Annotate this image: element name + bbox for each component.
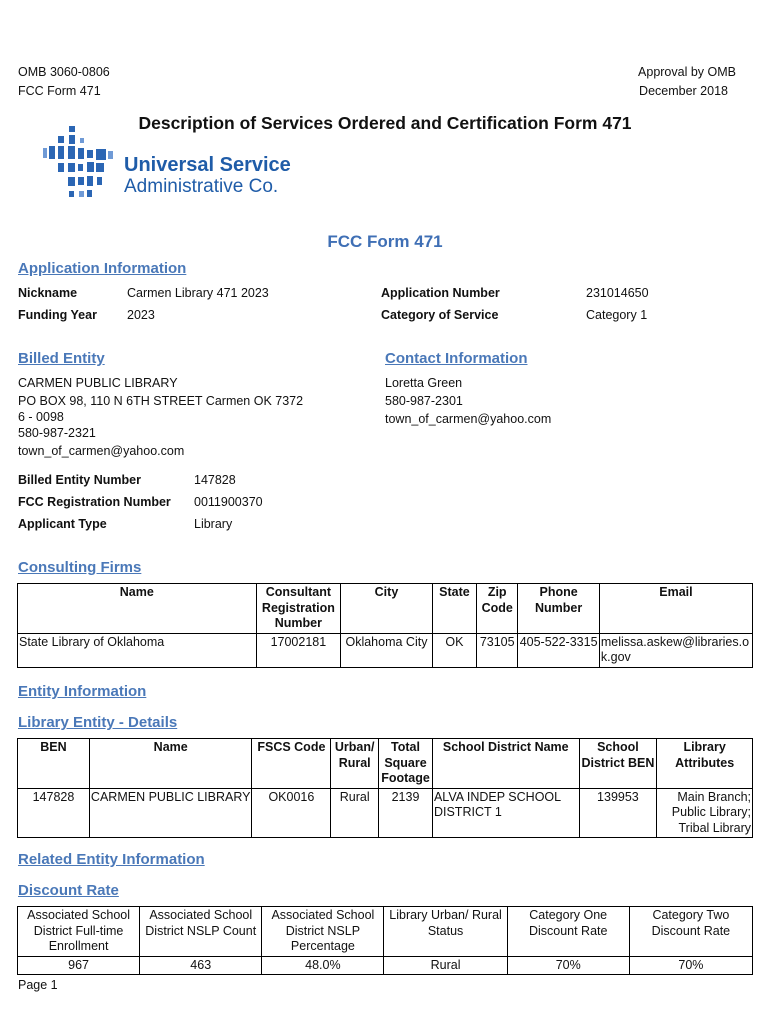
- ben-value: 147828: [194, 473, 236, 487]
- table-cell: OK: [432, 633, 476, 667]
- column-header: Category Two Discount Rate: [629, 907, 752, 957]
- table-row: [18, 788, 753, 838]
- billed-entity-heading: Billed Entity: [18, 350, 105, 367]
- usac-logo-mark-icon: [40, 124, 120, 210]
- column-header: BEN: [18, 739, 90, 789]
- column-header: Category One Discount Rate: [507, 907, 629, 957]
- page-number: Page 1: [18, 978, 58, 992]
- nickname-label: Nickname: [18, 286, 78, 300]
- column-header: Associated School District NSLP Count: [140, 907, 262, 957]
- contact-email: town_of_carmen@yahoo.com: [385, 412, 552, 426]
- application-info-heading: Application Information: [18, 260, 187, 277]
- column-header: Phone Number: [518, 584, 600, 634]
- nickname-value: Carmen Library 471 2023: [127, 286, 269, 300]
- column-header: Associated School District Full-time Enrollment: [18, 907, 140, 957]
- column-header: School District Name: [432, 739, 579, 789]
- table-row: [18, 956, 753, 975]
- discount-rate-table: [17, 906, 753, 975]
- consulting-firms-table: [17, 583, 753, 668]
- entity-info-heading: Entity Information: [18, 683, 147, 700]
- fcc-registration-value: 0011900370: [194, 495, 263, 509]
- consulting-firms-heading: Consulting Firms: [18, 559, 142, 576]
- column-header: City: [341, 584, 433, 634]
- table-cell: 70%: [629, 956, 752, 975]
- billed-entity-address-line2: 6 - 0098: [18, 410, 64, 424]
- table-cell: 967: [18, 956, 140, 975]
- table-header-row: [18, 907, 753, 957]
- table-cell: Rural: [384, 956, 507, 975]
- column-header: Associated School District NSLP Percentage: [262, 907, 384, 957]
- billed-entity-phone: 580-987-2321: [18, 426, 96, 440]
- form-heading: FCC Form 471: [327, 232, 443, 251]
- billed-entity-name: CARMEN PUBLIC LIBRARY: [18, 376, 178, 390]
- approval-text: Approval by OMB: [638, 65, 736, 79]
- table-cell: State Library of Oklahoma: [18, 633, 257, 667]
- table-cell: 48.0%: [262, 956, 384, 975]
- funding-year-label: Funding Year: [18, 308, 97, 322]
- column-header: Name: [89, 739, 252, 789]
- ben-label: Billed Entity Number: [18, 473, 141, 487]
- related-entity-heading: Related Entity Information: [18, 851, 205, 868]
- table-cell: 139953: [579, 788, 657, 838]
- column-header: Library Attributes: [657, 739, 753, 789]
- table-cell: Main Branch; Public Library; Tribal Library: [657, 788, 753, 838]
- category-label: Category of Service: [381, 308, 499, 322]
- table-cell: melissa.askew@libraries.ok.gov: [599, 633, 752, 667]
- page-title: Description of Services Ordered and Certification Form 471: [138, 113, 632, 133]
- table-header-row: [18, 584, 753, 634]
- fcc-registration-label: FCC Registration Number: [18, 495, 171, 509]
- column-header: FSCS Code: [252, 739, 331, 789]
- category-value: Category 1: [586, 308, 648, 322]
- table-cell: ALVA INDEP SCHOOL DISTRICT 1: [432, 788, 579, 838]
- applicant-type-value: Library: [194, 517, 233, 531]
- logo-text-line2: Administrative Co.: [124, 176, 279, 197]
- column-header: Total Square Footage: [379, 739, 433, 789]
- logo-text-line1: Universal Service: [124, 154, 291, 176]
- contact-info-heading: Contact Information: [385, 350, 528, 367]
- column-header: School District BEN: [579, 739, 657, 789]
- table-cell: OK0016: [252, 788, 331, 838]
- table-cell: 463: [140, 956, 262, 975]
- contact-phone: 580-987-2301: [385, 394, 463, 408]
- contact-name: Loretta Green: [385, 376, 463, 390]
- table-cell: Oklahoma City: [341, 633, 433, 667]
- table-cell: 70%: [507, 956, 629, 975]
- form-number: FCC Form 471: [18, 84, 101, 98]
- table-header-row: [18, 739, 753, 789]
- discount-rate-heading: Discount Rate: [18, 882, 119, 899]
- table-cell: 405-522-3315: [518, 633, 600, 667]
- table-cell: CARMEN PUBLIC LIBRARY: [89, 788, 252, 838]
- applicant-type-label: Applicant Type: [18, 517, 107, 531]
- billed-entity-address-line1: PO BOX 98, 110 N 6TH STREET Carmen OK 7372: [18, 394, 304, 408]
- column-header: Name: [18, 584, 257, 634]
- column-header: Library Urban/ Rural Status: [384, 907, 507, 957]
- table-cell: Rural: [331, 788, 379, 838]
- omb-number: OMB 3060-0806: [18, 65, 110, 79]
- funding-year-value: 2023: [127, 308, 155, 322]
- column-header: Urban/ Rural: [331, 739, 379, 789]
- table-cell: 17002181: [256, 633, 341, 667]
- table-row: [18, 633, 753, 667]
- billed-entity-email: town_of_carmen@yahoo.com: [18, 444, 185, 458]
- library-entity-table: [17, 738, 753, 838]
- application-number-label: Application Number: [381, 286, 500, 300]
- library-entity-details-heading: Library Entity - Details: [18, 714, 178, 731]
- column-header: State: [432, 584, 476, 634]
- application-number-value: 231014650: [586, 286, 649, 300]
- column-header: Zip Code: [477, 584, 518, 634]
- table-cell: 73105: [477, 633, 518, 667]
- column-header: Consultant Registration Number: [256, 584, 341, 634]
- table-cell: 147828: [18, 788, 90, 838]
- column-header: Email: [599, 584, 752, 634]
- usac-logo: [40, 124, 290, 210]
- approval-date: December 2018: [639, 84, 728, 98]
- table-cell: 2139: [379, 788, 433, 838]
